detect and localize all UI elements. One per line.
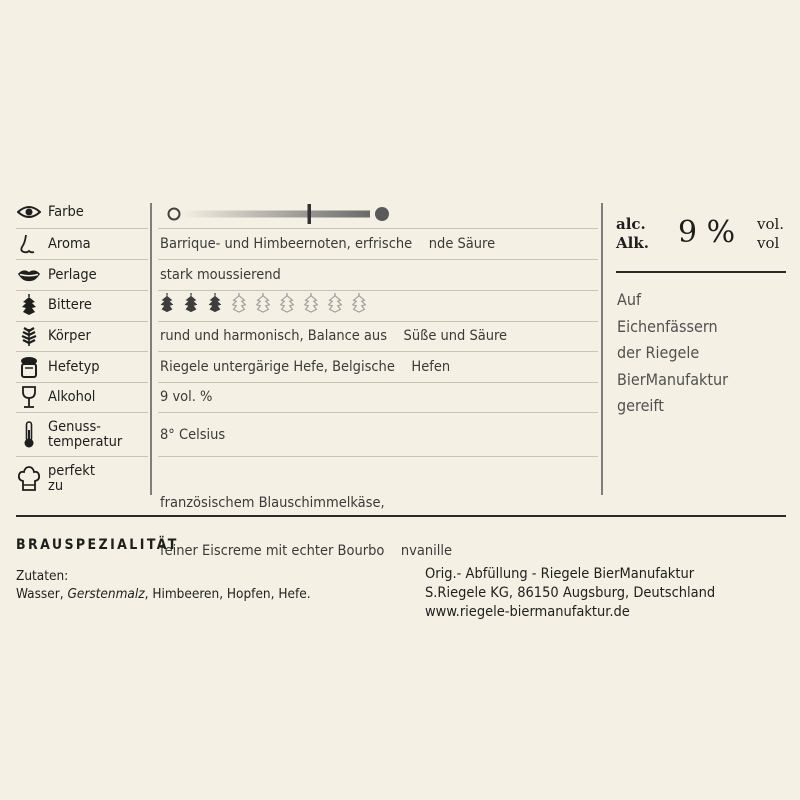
row-label-perlage — [16, 261, 150, 289]
label-aroma: Aroma — [48, 235, 91, 252]
row-label-bittere — [16, 291, 150, 319]
section-separator — [16, 515, 786, 517]
value-perfekt: französischem Blauschimmelkäse, feiner Eiscreme mit echter Bourbo nvanille — [160, 495, 453, 559]
ingredients — [16, 567, 311, 603]
hop-filled-icon — [206, 293, 224, 313]
row-label-hefetyp — [16, 353, 150, 381]
brewery-info — [425, 565, 715, 622]
hop-icon — [16, 293, 42, 317]
row-label-farbe — [16, 198, 150, 226]
ingredients-list: Wasser, Gerstenmalz, Himbeeren, Hopfen, Hefe. — [16, 586, 311, 602]
color-scale — [166, 204, 394, 224]
row-divider — [158, 259, 598, 260]
row-label-koerper — [16, 322, 150, 350]
chef-hat-icon — [16, 467, 42, 491]
hop-filled-icon — [158, 293, 176, 313]
row-divider — [16, 351, 148, 352]
row-label-genuss — [16, 418, 150, 452]
brewery-address: S.Riegele KG, 86150 Augsburg, Deutschland — [425, 585, 716, 601]
hop-empty-icon — [254, 293, 272, 313]
eye-icon — [16, 200, 42, 224]
left-column-rule — [150, 203, 152, 495]
lips-icon — [16, 263, 42, 287]
row-divider — [16, 382, 148, 383]
row-divider — [158, 321, 598, 322]
hop-empty-icon — [278, 293, 296, 313]
right-column-rule — [601, 203, 603, 495]
row-divider — [16, 456, 148, 457]
value-koerper: rund und harmonisch, Balance aus Süße und Säure — [160, 328, 508, 344]
alc-label: alc. Alk. — [616, 215, 649, 252]
row-divider — [158, 412, 598, 413]
bottling-note: Orig.- Abfüllung - Riegele BierManufaktur — [425, 566, 695, 582]
row-divider — [16, 290, 148, 291]
hop-filled-icon — [182, 293, 200, 313]
value-genuss: 8° Celsius — [160, 427, 226, 443]
alcohol-value: 9 % — [678, 215, 736, 250]
thermometer-icon — [16, 423, 42, 447]
value-hefetyp: Riegele untergärige Hefe, Belgische Hefen — [160, 359, 451, 375]
row-divider — [16, 259, 148, 260]
value-aroma: Barrique- und Himbeernoten, erfrische nde Säure — [160, 236, 496, 252]
hop-empty-icon — [230, 293, 248, 313]
nose-icon — [16, 232, 42, 256]
label-hefetyp: Hefetyp — [48, 358, 100, 375]
row-label-alkohol — [16, 383, 150, 411]
vol-label: vol. vol — [757, 215, 785, 252]
row-label-perfekt — [16, 462, 150, 496]
ingredients-heading: Zutaten: — [16, 568, 69, 584]
row-divider — [158, 290, 598, 291]
label-koerper: Körper — [48, 327, 91, 344]
wine-glass-icon — [16, 385, 42, 409]
row-divider — [16, 321, 148, 322]
hop-empty-icon — [350, 293, 368, 313]
row-divider — [16, 228, 148, 229]
row-divider — [158, 382, 598, 383]
label-genuss: Genuss- temperatur — [48, 419, 123, 450]
row-divider — [158, 456, 598, 457]
alcohol-box-rule — [616, 271, 786, 273]
value-perlage: stark moussierend — [160, 267, 281, 283]
yeast-jar-icon — [16, 355, 42, 379]
product-type-title: BRAUSPEZIALITÄT — [16, 537, 179, 553]
hop-empty-icon — [326, 293, 344, 313]
brewery-website: www.riegele-biermanufaktur.de — [425, 604, 630, 620]
label-alkohol: Alkohol — [48, 388, 96, 405]
value-alkohol: 9 vol. % — [160, 389, 213, 405]
row-label-aroma — [16, 230, 150, 258]
label-perlage: Perlage — [48, 266, 97, 283]
row-divider — [158, 351, 598, 352]
label-perfekt: perfekt zu — [48, 463, 95, 494]
label-farbe: Farbe — [48, 203, 84, 220]
row-divider — [16, 412, 148, 413]
row-divider — [158, 228, 598, 229]
bitterness-rating — [158, 293, 368, 313]
wheat-icon — [16, 324, 42, 348]
hop-empty-icon — [302, 293, 320, 313]
label-bittere: Bittere — [48, 296, 92, 313]
side-note: Auf Eichenfässern der Riegele BierManufaktur gereift — [617, 290, 729, 415]
